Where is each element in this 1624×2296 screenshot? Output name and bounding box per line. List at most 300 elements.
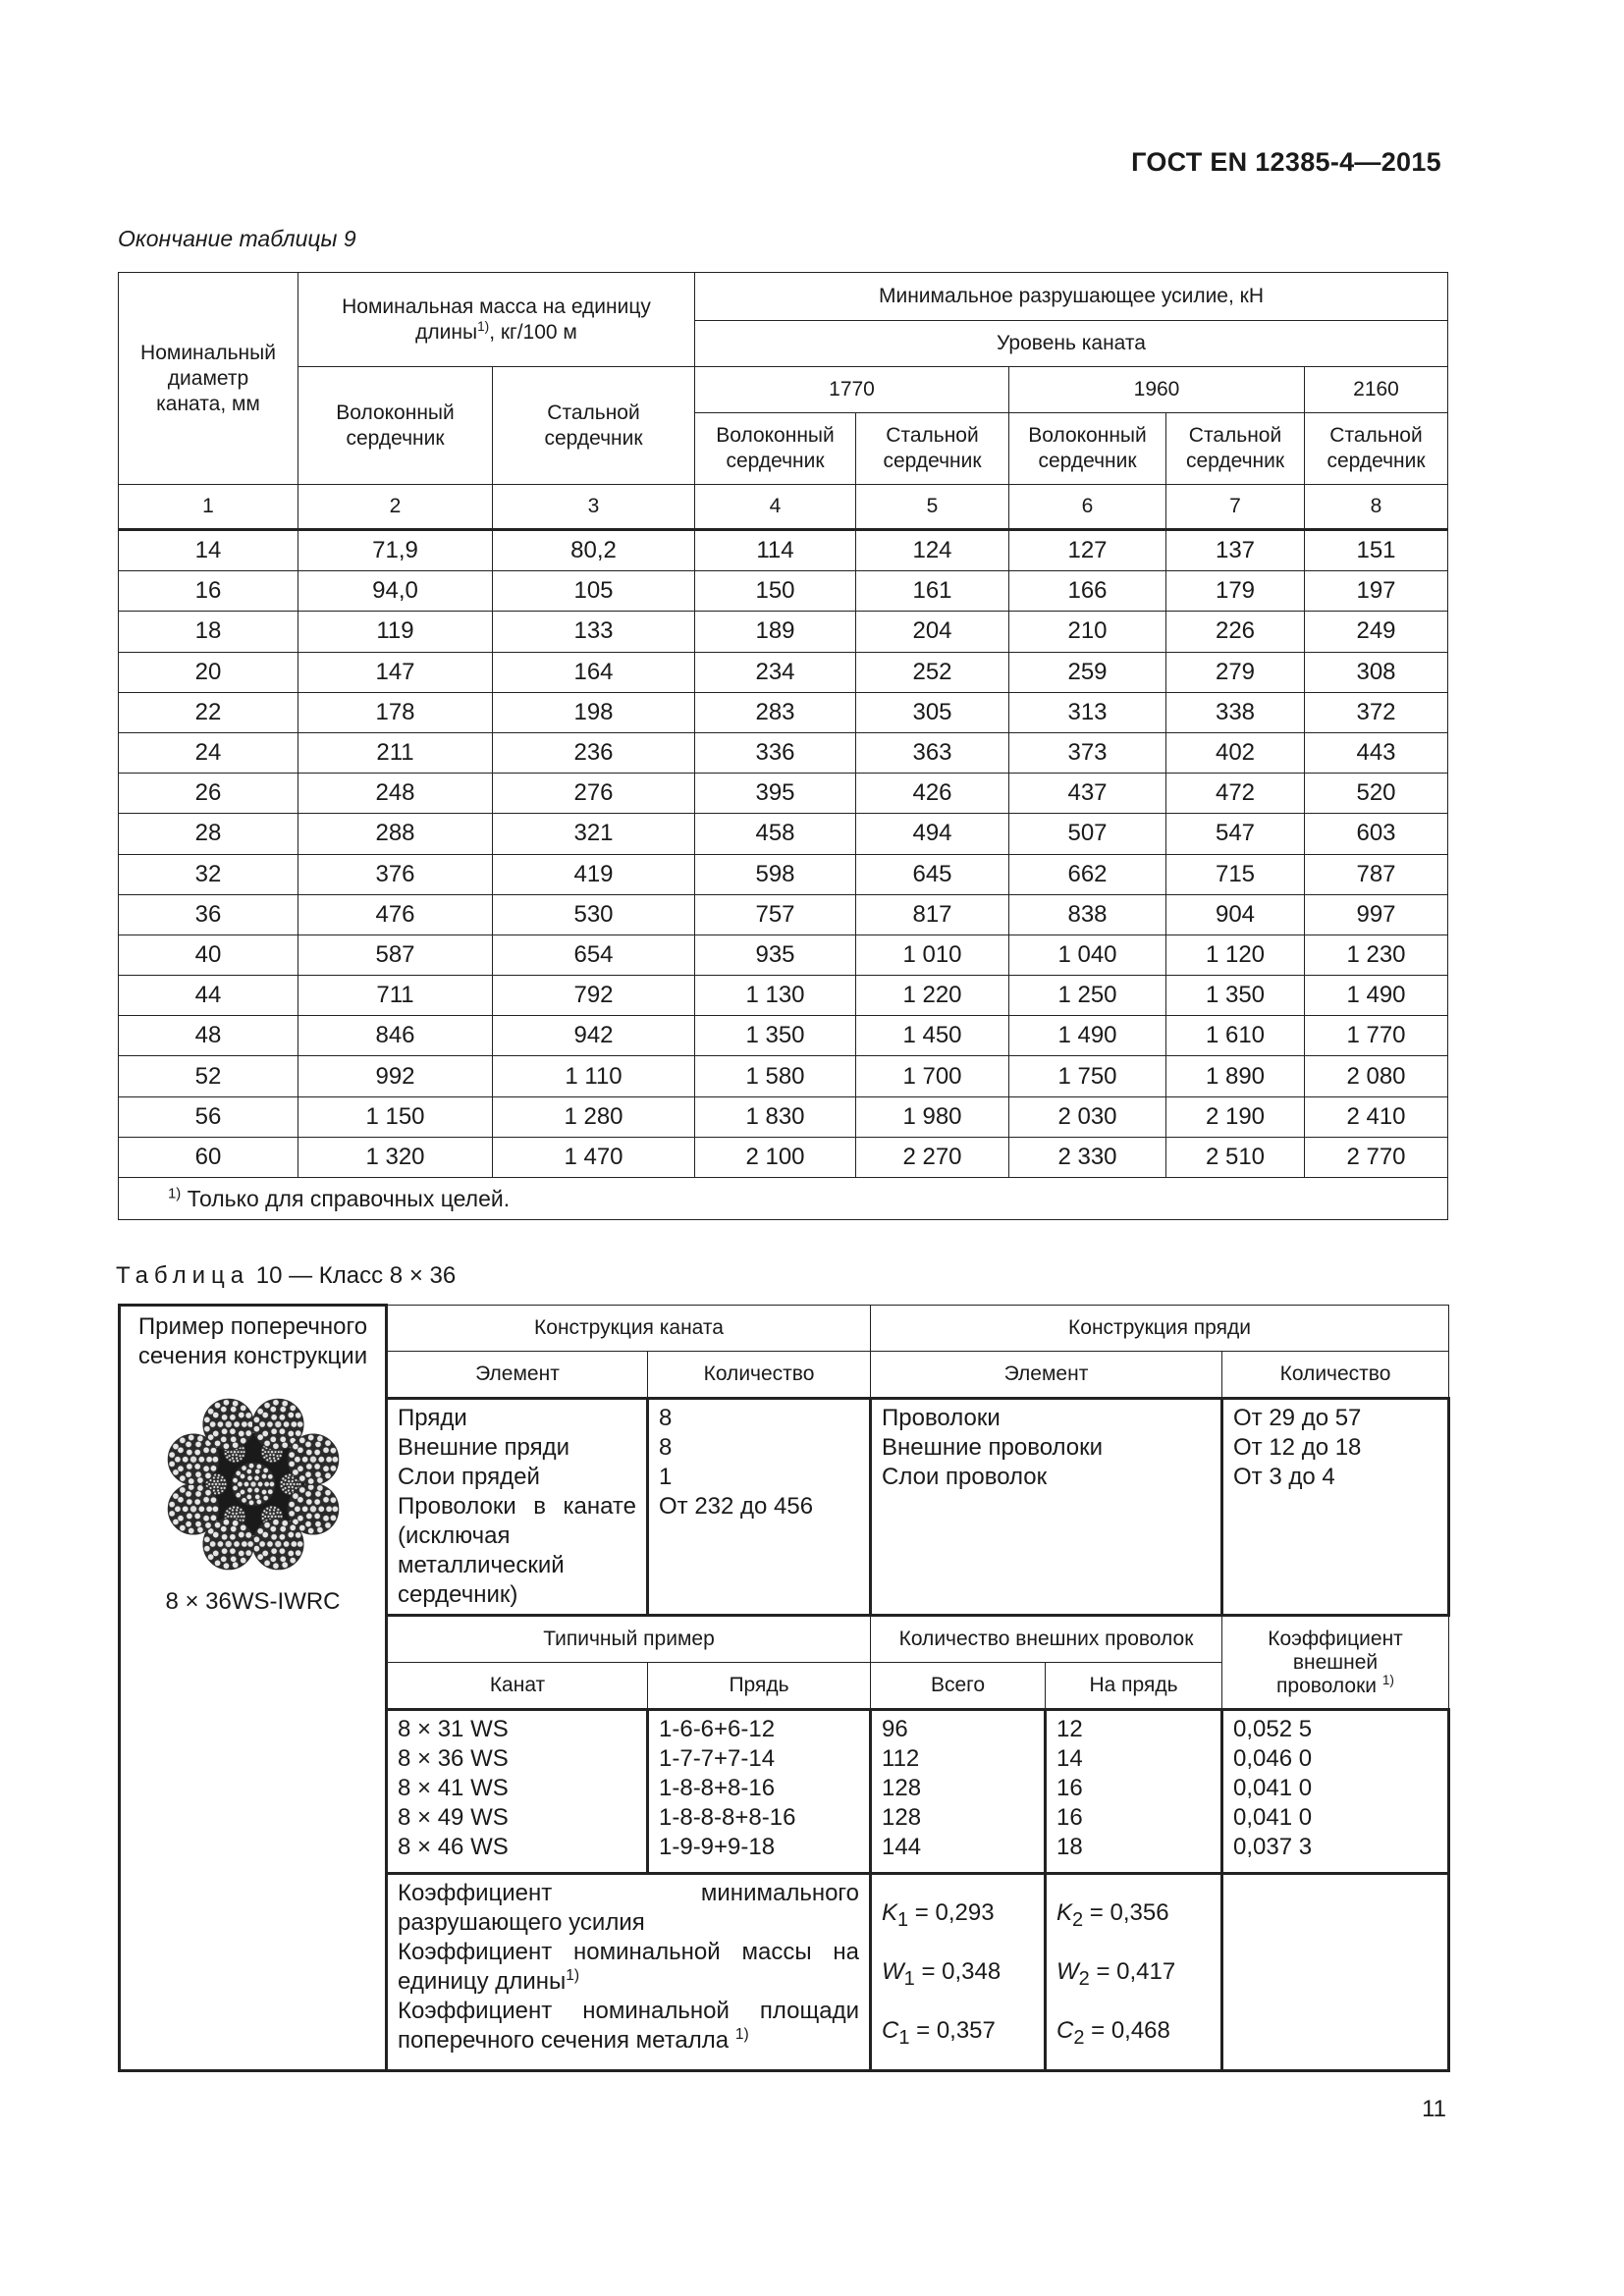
core-small-strand-wire	[282, 1488, 285, 1491]
example-total: 96	[882, 1716, 908, 1742]
outer-strand-wire	[283, 1421, 289, 1427]
outer-strand-wire	[221, 1428, 227, 1434]
table-row	[119, 692, 1448, 732]
outer-strand-wire	[220, 1436, 226, 1442]
c1-number: = 0,357	[909, 2017, 996, 2044]
c1-symbol: C	[882, 2017, 899, 2044]
outer-strand-wire	[304, 1441, 310, 1447]
outer-strand-wire	[314, 1471, 320, 1477]
core-small-strand-wire	[268, 1509, 271, 1512]
core-small-strand-wire	[284, 1491, 287, 1494]
core-small-strand-wire	[261, 1514, 264, 1517]
core-small-strand-wire	[268, 1457, 271, 1460]
core-small-strand-wire	[267, 1516, 270, 1519]
coefficients-2-cell	[1046, 1874, 1222, 2071]
table-cell: 56	[119, 1096, 298, 1137]
table-row	[119, 814, 1448, 854]
core-small-strand-wire	[239, 1512, 242, 1515]
outer-strand-wire	[212, 1506, 218, 1512]
outer-strand-wire	[196, 1485, 202, 1491]
outer-strand-wire	[322, 1466, 328, 1471]
table-cell: 363	[856, 732, 1009, 773]
example-rope: 8 × 49 WS	[398, 1804, 509, 1831]
outer-strand-wire	[301, 1457, 307, 1463]
strand-header: Прядь	[648, 1663, 871, 1710]
subheader-steel-core: Стальной сердечник	[1305, 413, 1448, 485]
outer-strand-wire	[295, 1532, 300, 1538]
outer-strand-wire	[295, 1550, 300, 1556]
table-cell: 935	[695, 934, 856, 975]
core-small-strand-wire	[291, 1480, 294, 1483]
outer-strand-wire	[233, 1541, 239, 1547]
core-small-strand-wire	[236, 1507, 239, 1510]
outer-wires-header: Количество внешних проволок	[871, 1616, 1222, 1663]
table-cell: 992	[298, 1056, 493, 1096]
coef-nominal-mass-label	[398, 1938, 859, 1997]
strand-element: Слои проволок	[882, 1464, 1048, 1490]
table-cell: 458	[695, 814, 856, 854]
grade-1960: 1960	[1009, 367, 1305, 413]
outer-strand-wire	[194, 1464, 200, 1469]
outer-strand-wire	[272, 1520, 278, 1525]
table9-footnote	[119, 1178, 1448, 1220]
core-strand-wire	[263, 1495, 268, 1500]
outer-strand-wire	[263, 1522, 269, 1527]
rope-header: Канат	[387, 1663, 648, 1710]
k1-symbol: K	[882, 1899, 898, 1926]
core-small-strand-wire	[272, 1454, 275, 1457]
outer-strand-wire	[189, 1506, 196, 1513]
mass-footnote-mark: 1)	[477, 318, 490, 334]
grade-2160: 2160	[1305, 367, 1448, 413]
outer-strand-wire	[266, 1421, 272, 1427]
example-strand: 1-7-7+7-14	[659, 1745, 776, 1772]
core-small-strand-wire	[276, 1512, 279, 1515]
outer-strand-wire	[305, 1464, 311, 1469]
strand-quantity: От 29 до 57	[1233, 1405, 1362, 1431]
outer-strand-wire	[309, 1506, 316, 1513]
outer-strand-wire	[230, 1526, 236, 1532]
outer-strand-wire	[282, 1401, 288, 1407]
outer-strand-wire	[295, 1430, 300, 1436]
strand-quantity: От 3 до 4	[1233, 1464, 1335, 1490]
outer-strand-wire	[238, 1531, 244, 1537]
table-cell: 1 350	[1166, 976, 1305, 1016]
outer-strand-wire	[307, 1478, 313, 1484]
outer-strand-wire	[223, 1400, 229, 1406]
core-strand-wire	[248, 1500, 253, 1505]
core-strand-wire	[269, 1481, 274, 1486]
core-strand-wire	[253, 1475, 258, 1480]
rope-element-header: Элемент	[387, 1352, 648, 1399]
core-small-strand-wire	[287, 1476, 290, 1479]
table-cell: 2 190	[1166, 1096, 1305, 1137]
core-strand-wire	[256, 1464, 261, 1468]
table-cell: 494	[856, 814, 1009, 854]
outer-strand-wire	[324, 1490, 330, 1496]
table-cell: 715	[1166, 854, 1305, 894]
table-cell: 252	[856, 652, 1009, 692]
table-cell: 645	[856, 854, 1009, 894]
typical-example-header: Типичный пример	[387, 1616, 871, 1663]
example-per-strand: 12	[1056, 1716, 1083, 1742]
table-cell: 166	[1009, 571, 1166, 612]
table-cell: 22	[119, 692, 298, 732]
core-small-strand-wire	[217, 1474, 220, 1477]
outer-strand-wire	[280, 1526, 286, 1532]
table-10	[118, 1304, 1450, 2072]
outer-strand-wire	[307, 1434, 313, 1440]
outer-strand-wire	[223, 1443, 229, 1449]
core-small-strand-wire	[236, 1460, 239, 1463]
table-cell: 114	[695, 530, 856, 571]
coef-nominal-mass-text: Коэффициент номинальной массы на единицу длины	[398, 1939, 859, 1995]
outer-strand-wire	[207, 1409, 213, 1415]
core-small-strand-wire	[242, 1519, 244, 1522]
outer-strand-wire	[240, 1438, 245, 1444]
table-cell: 942	[493, 1016, 695, 1056]
outer-strand-wire	[188, 1478, 193, 1484]
column-number: 5	[856, 485, 1009, 530]
table-cell: 249	[1305, 612, 1448, 652]
outer-strand-wire	[225, 1421, 232, 1428]
example-total: 144	[882, 1834, 922, 1860]
core-small-strand-wire	[220, 1479, 223, 1482]
outer-strand-wire	[290, 1405, 296, 1411]
outer-strand-wire	[330, 1466, 336, 1471]
outer-strand-wire	[206, 1506, 212, 1512]
outer-strand-wire	[290, 1557, 296, 1563]
outer-strand-wire	[330, 1448, 336, 1454]
outer-strand-wire	[253, 1546, 259, 1552]
table-cell: 598	[695, 854, 856, 894]
core-small-strand-wire	[237, 1451, 240, 1454]
table-cell: 1 150	[298, 1096, 493, 1137]
core-small-strand-wire	[218, 1483, 221, 1486]
table-row	[119, 854, 1448, 894]
core-small-strand-wire	[242, 1512, 244, 1515]
outer-strand-wire	[305, 1513, 311, 1519]
outer-strand-wire	[221, 1415, 227, 1420]
core-strand-wire	[267, 1489, 272, 1494]
col-header-level: Уровень каната	[695, 321, 1448, 367]
example-total: 112	[882, 1745, 920, 1772]
table-cell: 80,2	[493, 530, 695, 571]
outer-strand-wire	[186, 1464, 191, 1469]
core-small-strand-wire	[235, 1454, 238, 1457]
mass-header-unit: , кг/100 м	[489, 320, 577, 344]
outer-strand-wire	[263, 1560, 269, 1566]
table-row	[119, 1056, 1448, 1096]
outer-strand-wire	[316, 1485, 322, 1491]
w2-value	[1056, 1943, 1211, 2002]
outer-strand-wire	[229, 1534, 235, 1540]
outer-strand-wire	[253, 1536, 259, 1542]
table-cell: 52	[119, 1056, 298, 1096]
outer-strand-wire	[270, 1556, 276, 1562]
coef-footnote-mark: 1)	[566, 1967, 580, 1984]
col-header-mass	[298, 273, 695, 367]
w1-subscript: 1	[903, 1967, 915, 1990]
rope-element: Проволоки в канате (исключая металлический сердечник)	[398, 1493, 636, 1608]
core-small-strand-wire	[277, 1516, 280, 1519]
rope-quantity: 8	[659, 1434, 673, 1461]
outer-strand-wire	[241, 1421, 246, 1427]
table-cell: 179	[1166, 571, 1305, 612]
table-cell: 2 270	[856, 1137, 1009, 1177]
outer-strand-wire	[270, 1548, 276, 1554]
table-cell: 654	[493, 934, 695, 975]
outer-strand-wire	[325, 1457, 331, 1463]
outer-strand-wire	[179, 1437, 185, 1443]
coef-footnote-mark: 1)	[734, 2026, 749, 2043]
column-number: 2	[298, 485, 493, 530]
core-small-strand-wire	[289, 1483, 292, 1486]
core-small-strand-wire	[263, 1516, 266, 1519]
outer-strand-wire	[185, 1491, 190, 1497]
core-small-strand-wire	[265, 1459, 268, 1462]
w1-value	[882, 1943, 1034, 2002]
outer-strand-wire	[225, 1541, 232, 1548]
rope-quantity: 8	[659, 1405, 673, 1431]
table-row	[119, 612, 1448, 652]
example-rope: 8 × 41 WS	[398, 1775, 509, 1801]
table10-caption-word: Таблица	[116, 1262, 250, 1289]
table-cell: 1 830	[695, 1096, 856, 1137]
core-small-strand-wire	[287, 1486, 290, 1489]
example-rope: 8 × 31 WS	[398, 1716, 509, 1742]
outer-strand-wire	[203, 1416, 209, 1422]
core-strand-wire	[261, 1489, 266, 1494]
outer-strand-wire	[229, 1548, 235, 1554]
table-cell: 838	[1009, 894, 1166, 934]
outer-strand-wire	[238, 1430, 244, 1436]
core-small-strand-wire	[239, 1455, 242, 1458]
table-row	[119, 934, 1448, 975]
outer-strand-wire	[298, 1437, 304, 1443]
core-small-strand-wire	[265, 1507, 268, 1510]
outer-strand-wire	[217, 1541, 223, 1547]
outer-strand-wire	[257, 1554, 263, 1560]
core-small-strand-wire	[220, 1487, 223, 1490]
table-cell: 16	[119, 571, 298, 612]
table-cell: 2 770	[1305, 1137, 1448, 1177]
table-cell: 997	[1305, 894, 1448, 934]
core-small-strand-wire	[263, 1510, 266, 1513]
core-strand-wire	[241, 1498, 245, 1503]
core-strand-wire	[232, 1485, 237, 1490]
core-small-strand-wire	[221, 1483, 224, 1486]
k2-number: = 0,356	[1083, 1899, 1169, 1926]
outer-strand-wire	[245, 1413, 251, 1418]
table-cell: 472	[1166, 774, 1305, 814]
core-small-strand-wire	[233, 1515, 236, 1518]
core-small-strand-wire	[233, 1451, 236, 1454]
core-small-strand-wire	[240, 1516, 243, 1519]
table-cell: 2 330	[1009, 1137, 1166, 1177]
outer-strand-wire	[220, 1556, 226, 1562]
table-row	[119, 894, 1448, 934]
outer-strand-wire	[270, 1428, 276, 1434]
table-cell: 1 450	[856, 1016, 1009, 1056]
table-cell: 1 470	[493, 1137, 695, 1177]
outer-strand-wire	[274, 1421, 281, 1428]
core-strand-wire	[246, 1487, 251, 1492]
example-factor: 0,037 3	[1233, 1834, 1313, 1860]
core-strand-wire	[248, 1464, 253, 1468]
outer-strand-wire	[172, 1519, 178, 1524]
outer-strand-wire	[196, 1526, 202, 1532]
outer-strand-wire	[202, 1497, 208, 1503]
outer-strand-wire	[288, 1452, 294, 1458]
outer-strand-wire	[257, 1409, 263, 1415]
table-cell: 259	[1009, 652, 1166, 692]
outer-strand-wire	[298, 1525, 304, 1531]
table-cell: 48	[119, 1016, 298, 1056]
core-strand-wire	[246, 1494, 251, 1499]
table-cell: 164	[493, 652, 695, 692]
table-cell: 276	[493, 774, 695, 814]
table-cell: 20	[119, 652, 298, 692]
core-strand-wire	[263, 1468, 268, 1472]
outer-strand-wire	[279, 1534, 285, 1540]
outer-strand-wire	[179, 1475, 185, 1481]
footnote-mark: 1)	[168, 1184, 182, 1201]
table-cell: 338	[1166, 692, 1305, 732]
table-cell: 443	[1305, 732, 1448, 773]
outer-strand-wire	[298, 1475, 304, 1481]
core-strand-wire	[237, 1481, 242, 1486]
rope-quantity: 1	[659, 1464, 673, 1490]
outer-strand-wire	[229, 1415, 235, 1420]
core-small-strand-wire	[224, 1483, 227, 1486]
table-cell: 210	[1009, 612, 1166, 652]
table-cell: 2 510	[1166, 1137, 1305, 1177]
strand-element: Внешние проволоки	[882, 1434, 1104, 1461]
outer-strand-wire	[322, 1447, 328, 1453]
core-small-strand-wire	[277, 1509, 280, 1512]
strand-quantity-header: Количество	[1222, 1352, 1449, 1399]
core-small-strand-wire	[231, 1513, 234, 1516]
outer-strand-wire	[194, 1441, 200, 1447]
table-cell: 211	[298, 732, 493, 773]
core-small-strand-wire	[223, 1479, 226, 1482]
outer-strand-wire	[283, 1541, 289, 1547]
outer-strand-wire	[288, 1412, 294, 1417]
core-strand-wire	[246, 1468, 251, 1473]
outer-strand-wire	[316, 1526, 322, 1532]
table-cell: 1 250	[1009, 976, 1166, 1016]
outer-strand-wire	[301, 1506, 307, 1512]
table-cell: 1 220	[856, 976, 1009, 1016]
outer-strand-wire	[169, 1461, 175, 1467]
outer-strand-wire	[182, 1506, 188, 1512]
table-cell: 757	[695, 894, 856, 934]
example-factor: 0,052 5	[1233, 1716, 1313, 1742]
outer-strand-wire	[279, 1415, 285, 1420]
core-small-strand-wire	[216, 1480, 219, 1483]
table-cell: 1 890	[1166, 1056, 1305, 1096]
example-strands-cell	[648, 1710, 871, 1874]
col-header-fibre-core: Волоконный сердечник	[298, 367, 493, 485]
outer-strand-wire	[314, 1499, 320, 1505]
outer-strand-wire	[263, 1403, 269, 1409]
outer-strand-wire	[270, 1415, 276, 1420]
table-cell: 2 080	[1305, 1056, 1448, 1096]
outer-strand-wire	[274, 1541, 281, 1548]
outer-strand-wire	[292, 1469, 298, 1475]
table-row	[119, 1137, 1448, 1177]
outer-strand-wire	[245, 1430, 251, 1436]
table-cell: 1 040	[1009, 934, 1166, 975]
example-ropes-cell	[387, 1710, 648, 1874]
outer-strand-wire	[209, 1421, 215, 1427]
core-small-strand-wire	[293, 1483, 296, 1486]
outer-strand-wire	[272, 1400, 278, 1406]
core-strand-wire	[250, 1481, 256, 1487]
core-small-strand-wire	[277, 1451, 280, 1454]
table-cell: 2 100	[695, 1137, 856, 1177]
core-strand-wire	[241, 1466, 245, 1470]
outer-strand-wire	[229, 1428, 235, 1434]
grade-1770: 1770	[695, 367, 1009, 413]
table-cell: 313	[1009, 692, 1166, 732]
c1-subscript: 1	[898, 2026, 910, 2049]
outer-strand-wire	[214, 1403, 220, 1409]
per-strand-header: На прядь	[1046, 1663, 1222, 1710]
example-per-strand: 16	[1056, 1775, 1083, 1801]
table-cell: 204	[856, 612, 1009, 652]
subheader-fibre-core: Волоконный сердечник	[695, 413, 856, 485]
outer-strand-wire	[309, 1456, 316, 1463]
core-small-strand-wire	[211, 1483, 214, 1486]
example-strand: 1-8-8+8-16	[659, 1775, 776, 1801]
outer-strand-wire	[179, 1525, 185, 1531]
core-small-strand-wire	[216, 1486, 219, 1489]
outer-strand-wire	[169, 1452, 175, 1458]
outer-strand-wire	[169, 1501, 175, 1507]
core-strand-wire	[256, 1499, 261, 1504]
core-small-strand-wire	[242, 1447, 244, 1450]
outer-strand-wire	[280, 1556, 286, 1562]
outer-strand-wire	[316, 1477, 322, 1483]
table-row	[119, 571, 1448, 612]
table-cell: 1 770	[1305, 1016, 1448, 1056]
outer-strand-wire	[172, 1493, 178, 1499]
table-cell: 40	[119, 934, 298, 975]
outer-strand-wire	[314, 1449, 320, 1455]
table-cell: 1 230	[1305, 934, 1448, 975]
outer-strand-wire	[240, 1557, 245, 1563]
outer-strand-wire	[169, 1511, 175, 1517]
rope-elements-cell	[387, 1399, 648, 1616]
table-row	[119, 732, 1448, 773]
table-cell: 904	[1166, 894, 1305, 934]
outer-strand-wire	[322, 1497, 328, 1503]
table-cell: 198	[493, 692, 695, 732]
outer-strand-wire	[230, 1407, 236, 1413]
k2-subscript: 2	[1072, 1908, 1084, 1931]
outer-strand-wire	[297, 1541, 302, 1547]
core-small-strand-wire	[274, 1451, 277, 1454]
table-cell: 248	[298, 774, 493, 814]
table-cell: 226	[1166, 612, 1305, 652]
outer-strand-wire	[210, 1497, 216, 1503]
core-small-strand-wire	[276, 1455, 279, 1458]
outer-strand-wire	[290, 1524, 296, 1530]
outer-strand-wire	[214, 1440, 220, 1446]
core-small-strand-wire	[243, 1451, 245, 1454]
